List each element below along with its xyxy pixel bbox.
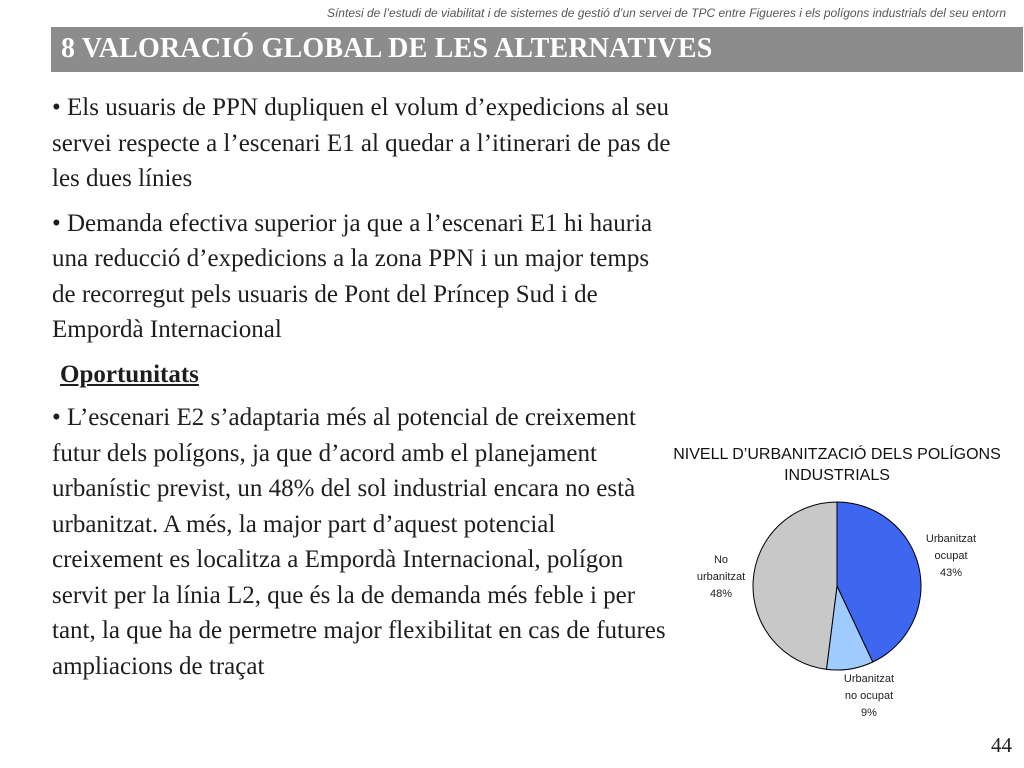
label-urbanitzat-no-ocupat-line2: no ocupat	[844, 690, 894, 702]
label-urbanitzat-ocupat	[914, 531, 988, 582]
opportunities-heading: Oportunitats	[60, 360, 199, 388]
label-urbanitzat-ocupat-line2: ocupat	[934, 550, 968, 562]
chart-title: NIVELL D’URBANITZACIÓ DELS POLÍGONS INDUSTRIALS	[673, 446, 1001, 484]
label-no-urbanitzat-line1: No	[713, 554, 729, 566]
label-no-urbanitzat	[684, 552, 758, 603]
label-urbanitzat-no-ocupat-value: 9%	[861, 707, 877, 719]
label-no-urbanitzat-value: 48%	[709, 588, 733, 600]
label-urbanitzat-ocupat-line1: Urbanitzat	[925, 533, 977, 545]
bullet-ppn-users: • Els usuaris de PPN dupliquen el volum d’expedicions al seu servei respecte a l’escenari E1 al quedar a l’itinerari de pas de les dues línies	[52, 94, 671, 192]
pie-chart	[745, 494, 929, 678]
bullet-opportunity-e2: • L’escenari E2 s’adaptaria més al potencial de creixement futur dels polígons, ja que d’acord amb el planejament urbanístic previst, un 48% del sol industrial encara no està urbanitzat. A més, la major part d’aquest potencial creixement es localitza a Empordà Internacional, polígon servit per la línia L2, que és la de demanda més feble i per tant, la que ha de permetre major flexibilitat en cas de futures ampliacions de traçat	[52, 404, 666, 680]
label-no-urbanitzat-line2: urbanitzat	[696, 571, 746, 583]
label-urbanitzat-no-ocupat-line1: Urbanitzat	[843, 673, 895, 685]
bullet-effective-demand: • Demanda efectiva superior ja que a l’escenari E1 hi hauria una reducció d’expedicions a la zona PPN i un major temps de recorregut pels usuaris de Pont del Príncep Sud i de Empordà Internacional	[52, 209, 653, 343]
label-urbanitzat-ocupat-value: 43%	[939, 567, 963, 579]
title-bar	[51, 27, 1023, 72]
label-urbanitzat-no-ocupat	[829, 671, 909, 722]
header-note: Síntesi de l’estudi de viabilitat i de sistemes de gestió d’un servei de TPC entre Figueres i els polígons industrials del seu entorn	[326, 6, 1006, 20]
slide-title: 8 VALORACIÓ GLOBAL DE LES ALTERNATIVES	[61, 33, 713, 64]
page-number: 44	[991, 733, 1012, 757]
body-text	[52, 90, 672, 693]
pie-slice-no-urbanitzat	[753, 502, 837, 669]
